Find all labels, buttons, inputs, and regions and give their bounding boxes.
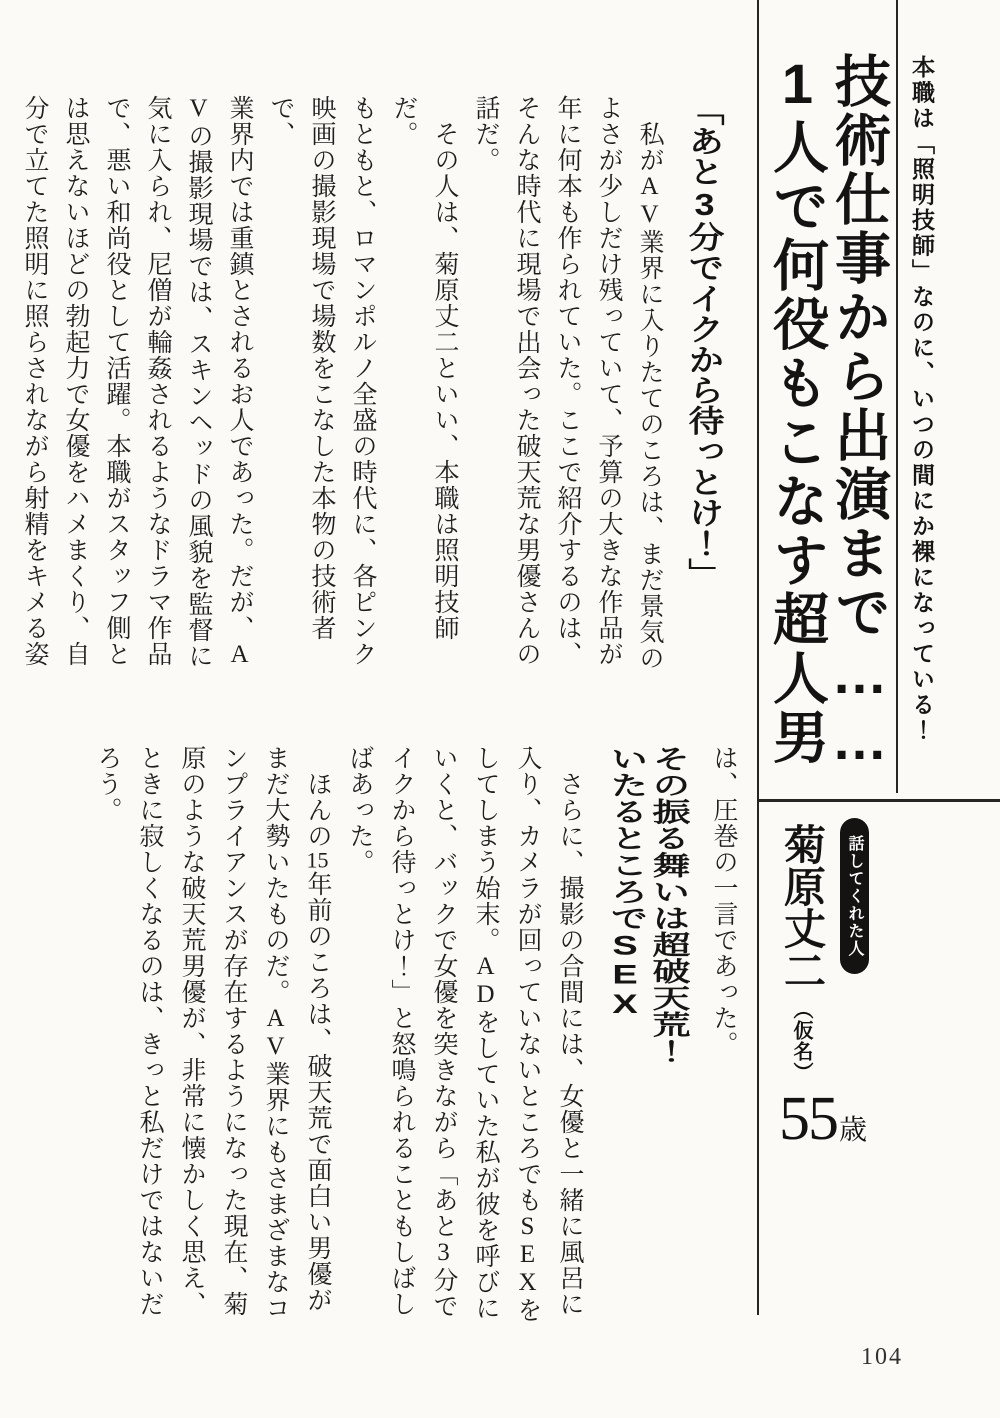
body-line: さらに、撮影の合間には、女優と一緒に風呂に [556,771,583,1317]
body-line: ンプライアンスが存在するようになった現在、菊 [220,745,247,1317]
body-line: 年に何本も作られていた。ここで紹介するのは、 [554,95,581,667]
body-line: まだ大勢いたものだ。AV業界にもさまざまなコ [262,745,289,1321]
body-line: もともと、ロマンポルノ全盛の時代に、各ピンク [349,95,376,667]
body-line: 業界内では重鎮とされるお人であった。だが、A [226,95,253,669]
sidebar-divider-line [757,0,759,1315]
article-title [766,52,890,792]
page-number: 104 [861,1344,903,1370]
kicker-divider-line [896,0,898,793]
body-line-segment: 年前のころは、破天荒で面白い男優が [304,871,331,1313]
body-line: 気に入られ、尼僧が輪姦されるようなドラマ作品 [144,95,171,667]
body-line: は思えないほどの勃起力で女優をハメまくり、自 [62,95,89,667]
body-bottom-section [86,745,744,1327]
article-title-line2: 1人で何役もこなす超人男 [766,52,829,767]
body-line: 分で立てた照明に照らされながら射精をキメる姿 [21,95,48,667]
interviewee-alias: （仮名） [790,999,812,1083]
body-line: そんな時代に現場で出会った破天荒な男優さんの [513,95,540,667]
body-top-section [21,95,744,677]
subheading-quote: 「あと3分でイクから待っとけ！」 [684,95,725,589]
body-line: 入り、カメラが回っていないところでもSEXを [514,745,541,1323]
section-heading-line1: その振る舞いは超破天荒！ [646,745,688,1065]
body-line: 話だ。 [472,95,499,173]
interviewee-age-suffix: 歳 [839,1115,868,1146]
body-line: イクから待っとけ！」と怒鳴られることもしばし [388,745,415,1317]
body-line: Vの撮影現場では、スキンヘッドの風貌を監督に [185,95,212,669]
body-line: その人は、菊原丈二といい、本職は照明技師だ。 [390,95,458,641]
body-line-segment: ほんの [304,771,331,849]
section-heading [604,745,688,1327]
interviewee-age [779,1085,868,1153]
body-line: 原のような破天荒男優が、非常に懐かしく思え、 [178,745,205,1317]
body-line: よさが少しだけ残っていて、予算の大きな作品が [595,95,622,667]
body-line: してしまう始末。ADをしていた私が彼を呼びに [472,745,499,1321]
section-heading-line2: いたるところでSEX [604,745,646,1020]
interviewee-name: 菊原丈二 [778,823,824,991]
kicker-text: 本職は「照明技師」なのに、いつの間にか裸になっている！ [909,55,935,744]
tcy-number: 15 [306,849,329,871]
interviewee-name-block [777,823,825,1093]
body-line: いくと、バックで女優を突きながら「あと3分で [430,745,457,1319]
interviewee-label-pill [840,818,869,974]
body-line: で、悪い和尚役として活躍。本職がスタッフ側と [103,95,130,667]
interviewee-label: 話してくれた人 [846,834,863,958]
section-divider-line [759,799,1000,802]
body-line: 私がAV業界に入りたてのころは、まだ景気の [636,121,663,671]
body-line: ろう。 [94,745,121,823]
body-line: ときに寂しくなるのは、きっと私だけではないだ [136,745,163,1317]
body-line: は、圧巻の一言であった。 [710,745,737,1057]
article-title-line1: 技術仕事から出演まで…… [828,52,891,774]
body-line: ばあった。 [346,745,373,875]
interviewee-age-number: 55 [779,1085,837,1153]
body-line [296,745,338,1327]
body-line: 映画の撮影現場で場数をこなした本物の技術者で、 [267,95,335,641]
